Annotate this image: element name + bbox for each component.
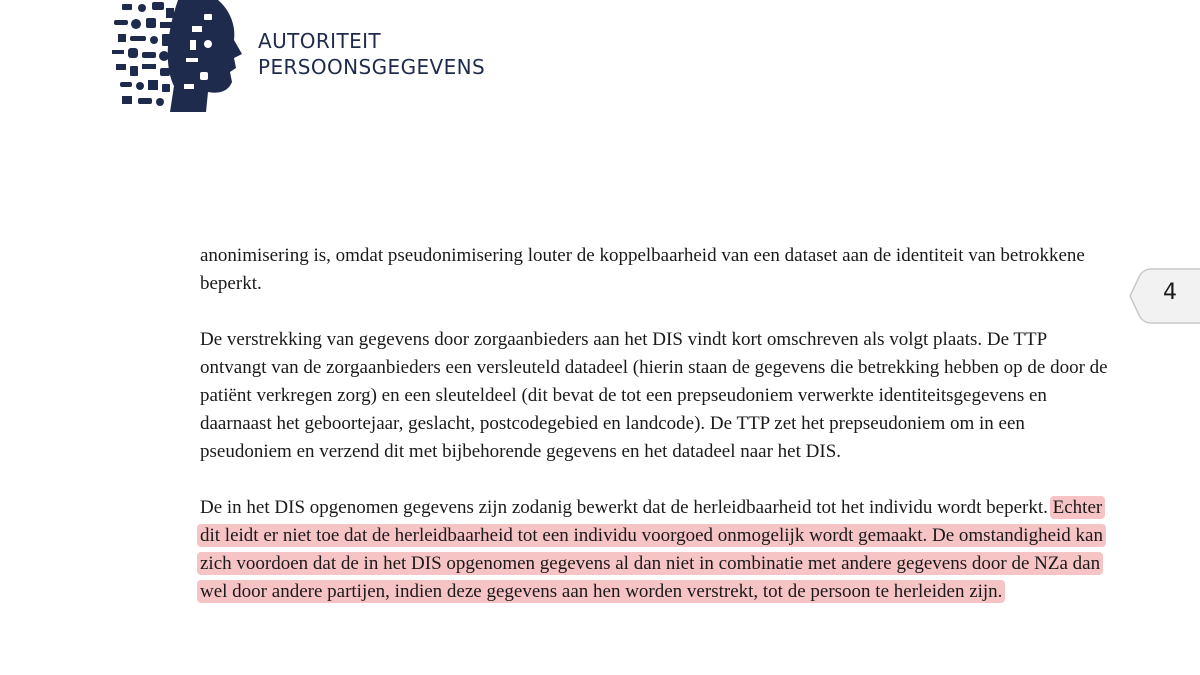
paragraph-3 — [200, 494, 1115, 606]
page-number-tab — [1128, 268, 1200, 324]
highlighted-passage[interactable]: Echter dit leidt er niet toe dat de herleidbaarheid tot een individu voorgoed onmogelijk wordt gemaakt. De omstandigheid kan zich voordoen dat de in het DIS opgenomen gegevens al dan niet in combinatie met andere gegevens door de NZa dan wel door andere partijen, indien deze gegevens aan hen worden verstrekt, tot de persoon te herleiden zijn. — [197, 496, 1106, 603]
document-body — [200, 242, 1115, 634]
paragraph-1: anonimisering is, omdat pseudonimisering louter de koppelbaarheid van een dataset aan de identiteit van betrokkene beperkt. — [200, 245, 1085, 294]
page-number: 4 — [1163, 280, 1177, 305]
paragraph-3-text: De in het DIS opgenomen gegevens zijn zodanig bewerkt dat de herleidbaarheid tot het individu wordt beperkt. — [200, 497, 1048, 518]
org-name-line-1: AUTORITEIT — [258, 29, 382, 53]
paragraph-2: De verstrekking van gegevens door zorgaanbieders aan het DIS vindt kort omschreven als volgt plaats. De TTP ontvangt van de zorgaanbieders een versleuteld datadeel (hierin staan de gegevens die betrekking hebben op de door de patiënt verkregen zorg) en een sleuteldeel (dit bevat de tot een prepseudoniem verwerkte identiteitsgegevens en daarnaast het geboortejaar, geslacht, postcodegebied en landcode). De TTP zet het prepseudoniem om in een pseudoniem en verzend dit met bijbehorende gegevens en het datadeel naar het DIS. — [200, 329, 1108, 462]
org-name-line-2: PERSOONSGEGEVENS — [258, 55, 486, 79]
head-profile-collage-icon — [108, 0, 248, 112]
organization-name — [258, 28, 485, 80]
